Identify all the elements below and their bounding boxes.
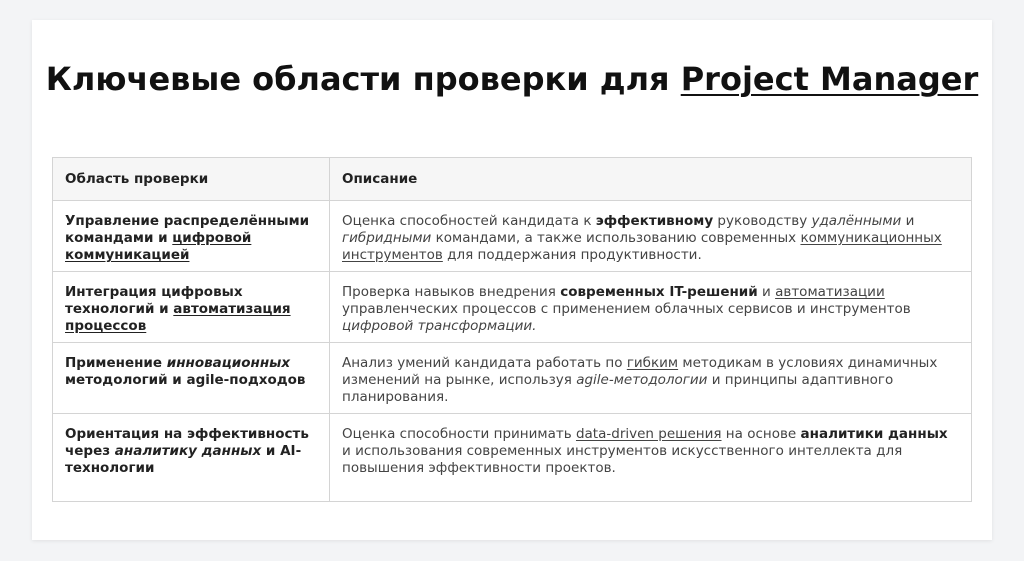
- area-cell: [53, 201, 330, 272]
- area-underlined: цифровой коммуникацией: [65, 230, 252, 263]
- desc-text: Анализ умений кандидата работать по: [342, 355, 627, 371]
- description-cell: [330, 201, 972, 272]
- desc-bold: аналитики данных: [800, 426, 948, 442]
- area-text: Интеграция цифровых технологий и: [65, 284, 243, 317]
- desc-text: и: [757, 284, 776, 300]
- area-italic: инновационных: [166, 355, 291, 371]
- desc-underlined: data-driven решения: [575, 426, 722, 442]
- area-text: Ориентация на эффективность через: [65, 426, 309, 459]
- header-area: Область проверки: [53, 158, 330, 201]
- desc-underlined: коммуникационных инструментов: [342, 230, 942, 263]
- area-text: Применение: [65, 355, 167, 371]
- area-text: методологий и agile-подходов: [65, 372, 306, 388]
- desc-text: и: [901, 213, 915, 229]
- table-row: [53, 272, 972, 343]
- description-cell: [330, 414, 972, 502]
- table-row: [53, 343, 972, 414]
- area-cell: [53, 272, 330, 343]
- desc-bold: современных IT-решений: [560, 284, 758, 300]
- area-cell: [53, 343, 330, 414]
- content-card: [32, 20, 992, 540]
- review-areas-table: [52, 157, 972, 502]
- header-description: Описание: [330, 158, 972, 201]
- desc-text: управленческих процессов с применением облачных сервисов и инструментов: [342, 301, 911, 317]
- area-italic: аналитику данных: [114, 443, 262, 459]
- description-cell: [330, 272, 972, 343]
- desc-text: командами, а также использованию современных: [431, 230, 801, 246]
- desc-text: для поддержания продуктивности.: [442, 247, 702, 263]
- area-text: и AI-технологии: [65, 443, 302, 476]
- area-underlined: автоматизация процессов: [65, 301, 291, 334]
- desc-bold: эффективному: [595, 213, 714, 229]
- desc-italic: agile-методологии: [576, 372, 708, 388]
- area-cell: [53, 414, 330, 502]
- desc-underlined: гибким: [626, 355, 679, 371]
- desc-text: Оценка способности принимать: [342, 426, 576, 442]
- table-row: [53, 414, 972, 502]
- area-text: Управление распределёнными командами и: [65, 213, 310, 246]
- desc-text: на основе: [721, 426, 801, 442]
- desc-underlined: автоматизации: [775, 284, 885, 300]
- desc-text: и использования современных инструментов искусственного интеллекта для повышения эффективности проектов.: [342, 443, 903, 476]
- desc-italic: цифровой трансформации.: [342, 318, 537, 334]
- title-prefix: Ключевые области проверки для: [45, 60, 681, 98]
- desc-text: и принципы адаптивного планирования.: [342, 372, 894, 405]
- page-title: [32, 60, 992, 98]
- desc-text: Проверка навыков внедрения: [342, 284, 561, 300]
- desc-italic: удалёнными: [811, 213, 902, 229]
- desc-italic: гибридными: [342, 230, 432, 246]
- description-cell: [330, 343, 972, 414]
- table-header-row: [53, 158, 972, 201]
- desc-text: методикам в условиях динамичных изменений на рынке, используя: [342, 355, 938, 388]
- title-underlined: Project Manager: [680, 60, 979, 98]
- desc-text: руководству: [713, 213, 812, 229]
- desc-text: Оценка способностей кандидата к: [342, 213, 596, 229]
- table-row: [53, 201, 972, 272]
